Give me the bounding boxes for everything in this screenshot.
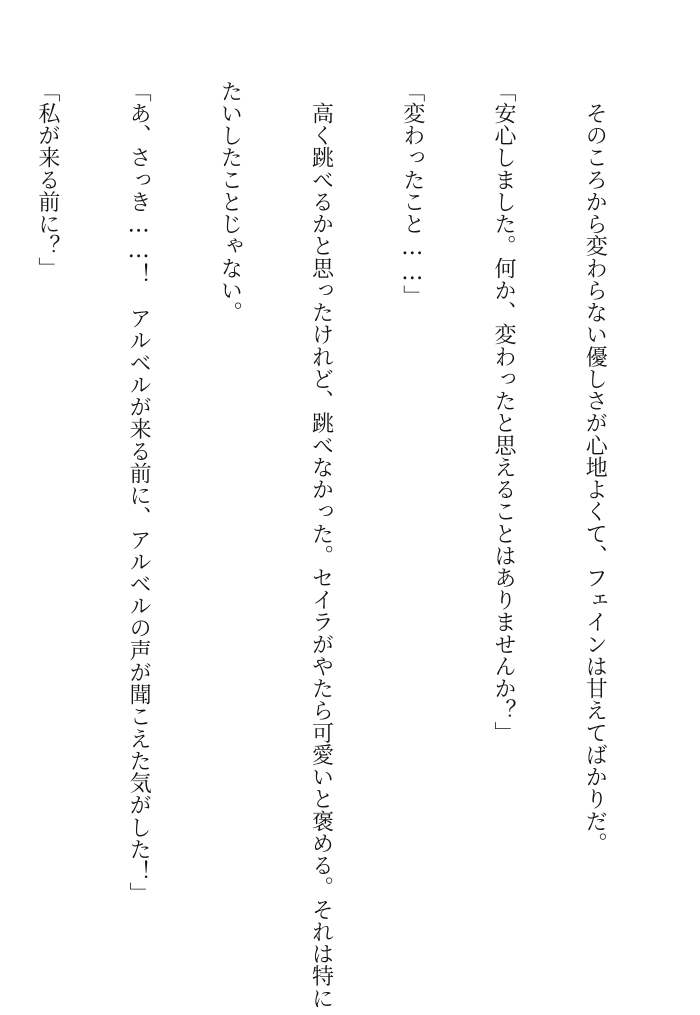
vertical-text-body	[34, 80, 670, 1010]
text-line: 「あ、さっき……！ アルベルが来る前に、アルベルの声が聞こえた気がした！」	[126, 80, 152, 905]
text-line: 高く跳べるかと思ったけれど、跳べなかった。セイラがやたら可愛いと褒める。それは特に	[308, 80, 334, 1010]
text-line: 「変わったこと……」	[399, 80, 425, 308]
text-line: たいしたことじゃない。	[217, 80, 243, 324]
text-line: 「私が来る前に？」	[34, 80, 60, 280]
text-line: そのころから変わらない優しさが心地よくて、フェインは甘えてばかりだ。	[582, 80, 608, 855]
text-line: 「安心しました。何か、変わったと思えることはありませんか？」	[490, 80, 516, 744]
